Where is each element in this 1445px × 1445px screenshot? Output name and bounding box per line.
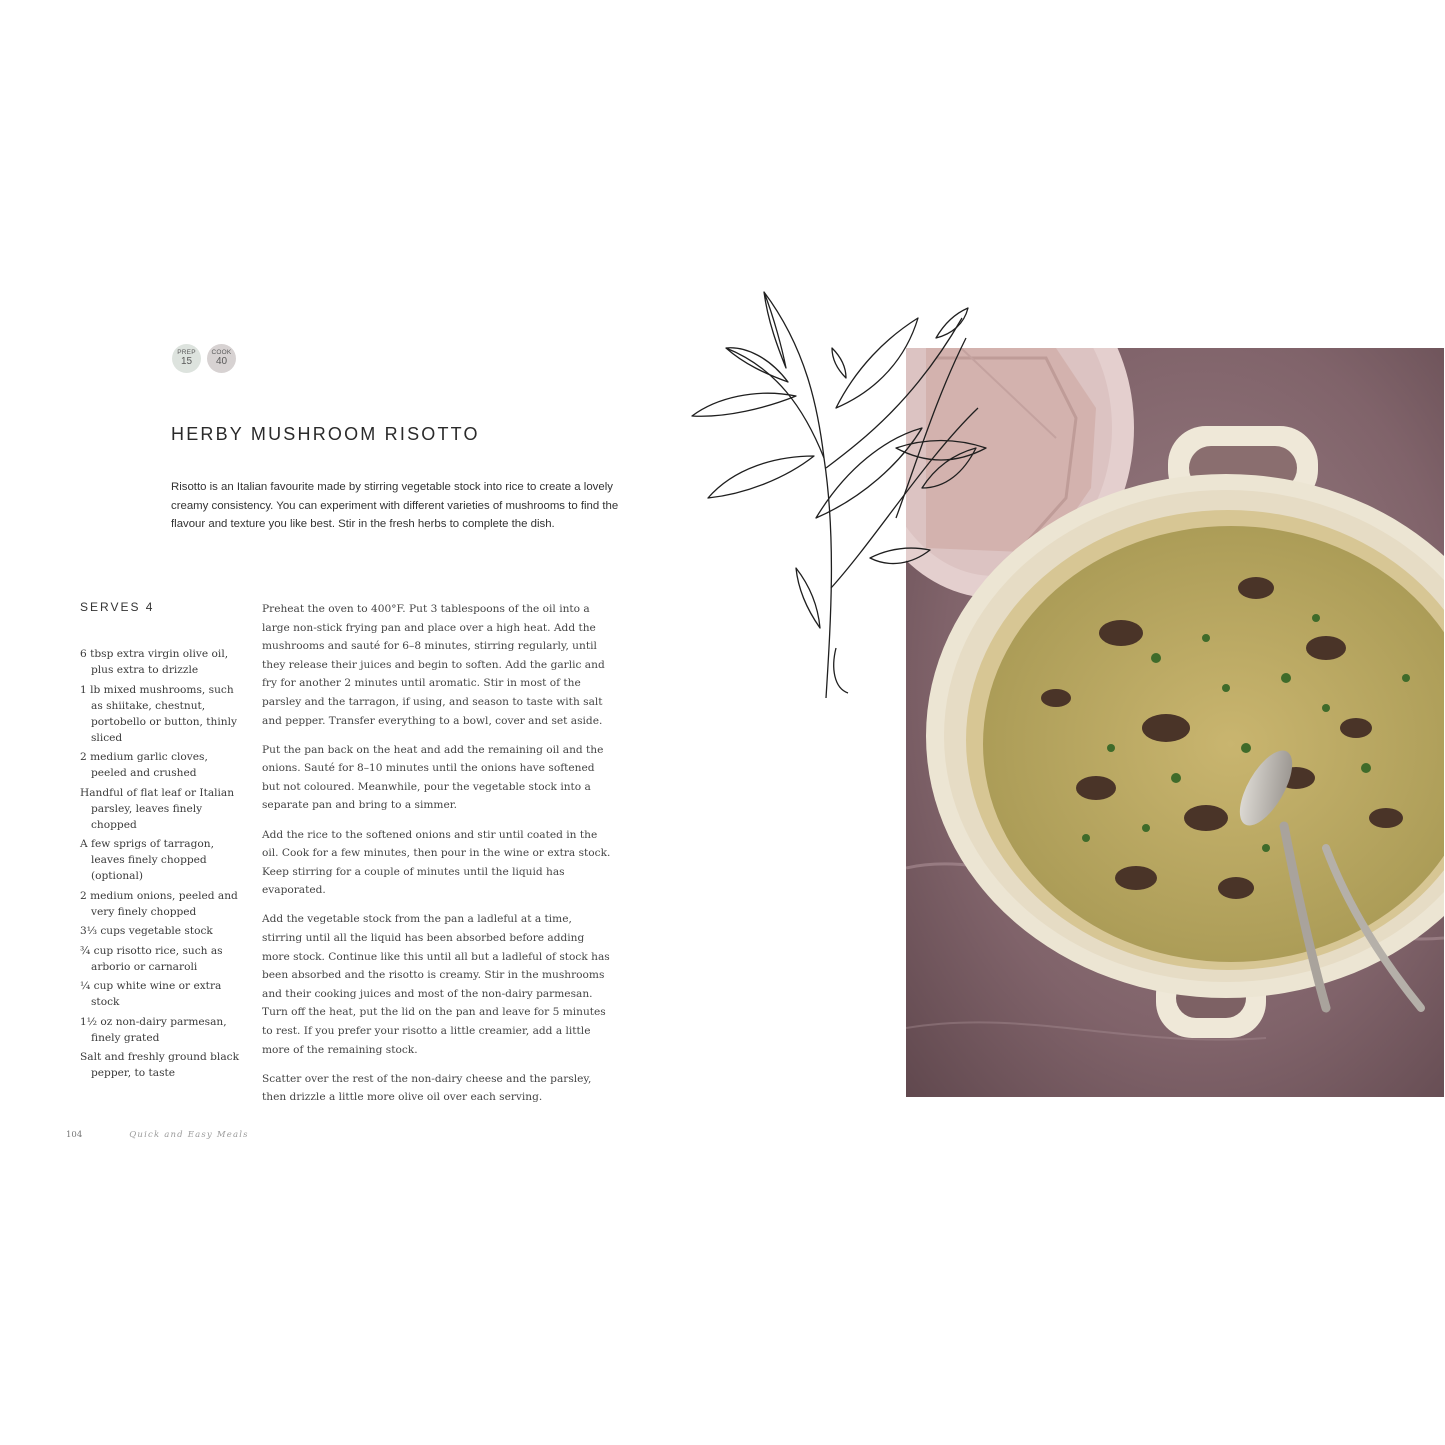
cook-label: COOK: [211, 348, 232, 356]
cook-value: 40: [215, 356, 228, 368]
herb-sprig-illustration: [686, 288, 1006, 708]
ingredient-item: ¾ cup risotto rice, such as arborio or carnaroli: [80, 944, 223, 973]
ingredient-item: 2 medium garlic cloves, peeled and crushed: [80, 751, 208, 779]
prep-time-badge: [172, 344, 201, 373]
ingredient-item: 2 medium onions, peeled and very finely chopped: [80, 889, 238, 918]
cook-time-badge: [207, 344, 236, 373]
serves-label: SERVES 4: [80, 600, 155, 614]
prep-value: 15: [180, 356, 193, 368]
recipe-title: HERBY MUSHROOM RISOTTO: [171, 424, 480, 444]
method-paragraph: Scatter over the rest of the non-dairy cheese and the parsley, then drizzle a little more olive oil over each serving.: [262, 1072, 592, 1104]
page-footer: [66, 1130, 249, 1140]
page-number: 104: [66, 1130, 83, 1140]
ingredient-list: [80, 646, 240, 1085]
method-paragraph: Preheat the oven to 400°F. Put 3 tablespoons of the oil into a large non-stick frying pan and place over a high heat. Add the mushrooms and sauté for 6–8 minutes, stirring regularly, until they release their juices and begin to soften. Add the garlic and fry for another 2 minutes until aromatic. Stir in most of the parsley and the tarragon, if using, and season to taste with salt and pepper. Transfer everything to a bowl, cover and set aside.: [262, 603, 605, 727]
section-name: Quick and Easy Meals: [129, 1130, 249, 1140]
ingredient-item: A few sprigs of tarragon, leaves finely chopped (optional): [80, 838, 214, 882]
method-steps: [262, 600, 612, 1117]
ingredient-item: Salt and freshly ground black pepper, to taste: [80, 1051, 239, 1079]
ingredient-item: Handful of flat leaf or Italian parsley, leaves finely chopped: [80, 786, 235, 831]
prep-label: PREP: [177, 348, 196, 356]
method-paragraph: Add the vegetable stock from the pan a ladleful at a time, stirring until all the liquid has been absorbed before adding more stock. Continue like this until all but a ladleful of stock has been absorbed and the risotto is creamy. Stir in the mushrooms and their cooking juices and most of the non-dairy parmesan. Turn off the heat, put the lid on the pan and leave for 5 minutes to rest. If you prefer your risotto a little creamier, add a little more of the remaining stock.: [262, 913, 610, 1056]
ingredient-item: ¼ cup white wine or extra stock: [80, 980, 222, 1008]
ingredient-item: 1 lb mixed mushrooms, such as shiitake, chestnut, portobello or button, thinly sliced: [80, 683, 237, 744]
method-paragraph: Put the pan back on the heat and add the remaining oil and the onions. Sauté for 8–10 minutes until the onions have softened but not coloured. Meanwhile, pour the vegetable stock into a separate pan and bring to a simmer.: [262, 743, 604, 812]
ingredient-item: 1½ oz non-dairy parmesan, finely grated: [80, 1015, 227, 1044]
recipe-intro: Risotto is an Italian favourite made by stirring vegetable stock into rice to create a lovely creamy consistency. You can experiment with different varieties of mushrooms to find the flavour and texture you like best. Stir in the fresh herbs to complete the dish.: [171, 481, 619, 530]
time-badges: [172, 344, 236, 373]
method-paragraph: Add the rice to the softened onions and stir until coated in the oil. Cook for a few minutes, then pour in the wine or extra stock. Keep stirring for a couple of minutes until the liquid has evaporated.: [262, 828, 611, 897]
ingredient-item: 6 tbsp extra virgin olive oil, plus extra to drizzle: [80, 648, 229, 676]
ingredient-item: 3⅓ cups vegetable stock: [80, 925, 213, 937]
